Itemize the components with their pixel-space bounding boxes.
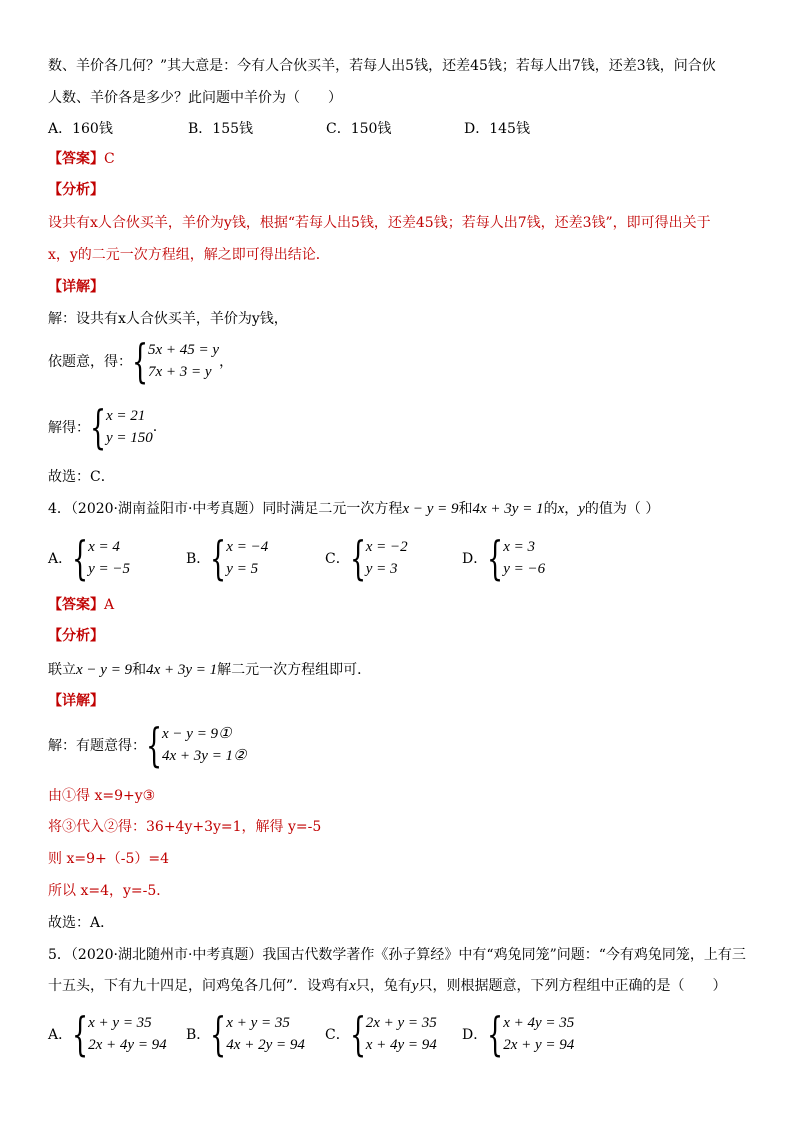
q3-detail-line-1: 解：设共有x人合伙买羊，羊价为y钱， (48, 311, 288, 327)
text-span: 4．（2020·湖南益阳市·中考真题）同时满足二元一次方程 (48, 501, 403, 517)
text-span: 只，则根据题意，下列方程组中正确的是（ ） (418, 978, 727, 994)
solve-suffix: . (152, 419, 158, 435)
math-span: 4x + 3y = 1 (472, 501, 544, 517)
equation (162, 723, 247, 745)
answer-tag: 【答案】 (48, 597, 104, 613)
equation: x = −4 (226, 539, 269, 555)
equation: x + y = 35 (226, 1015, 290, 1031)
q3-analysis-line-1 (48, 213, 711, 233)
brace-icon: { (72, 531, 89, 585)
text-span: 的 (543, 501, 558, 517)
brace-icon: { (210, 531, 227, 585)
q4-stem (48, 499, 659, 519)
text-span: x人合伙买羊，羊价为 (90, 215, 224, 231)
equation: x + y = 35 (88, 1015, 152, 1031)
q4-step-4: 所以 x=4，y=-5． (48, 883, 171, 899)
brace-icon: { (487, 531, 504, 585)
q4-option-c (325, 531, 408, 585)
equation: 5x + 45 = y (148, 342, 220, 358)
math-span: x (349, 978, 356, 994)
circled-one-marker: ① (218, 726, 232, 742)
q5-stem-line-1: 5．（2020·湖北随州市·中考真题）我国古代数学著作《孙子算经》中有“鸡兔同笼”问题：“今有鸡兔同笼，上有三 (48, 947, 746, 963)
equation: x = 4 (88, 539, 120, 555)
text-span: ， (564, 501, 579, 517)
equation: x = 3 (503, 539, 536, 555)
q3-option-d: D．145钱 (464, 121, 530, 137)
q4-option-b (186, 531, 269, 585)
circled-two-marker: ② (233, 748, 247, 764)
math-span: y (411, 978, 419, 994)
q5-option-c (325, 1007, 437, 1061)
equation-text: x − y = 9 (162, 726, 219, 742)
brace-icon: { (349, 531, 366, 585)
brace-icon: { (132, 334, 149, 388)
text-span: 和 (458, 501, 473, 517)
text-span: 只，兔有 (355, 978, 412, 994)
q4-analysis-line (48, 660, 371, 680)
q4-analysis-tag: 【分析】 (48, 628, 104, 644)
option-label: D． (462, 1027, 488, 1043)
text-span: 设共有 (48, 215, 90, 231)
q3-analysis-tag: 【分析】 (48, 182, 104, 198)
equation: x = 21 (106, 408, 146, 424)
q3-option-a: A．160钱 (48, 121, 113, 137)
option-label: A． (48, 551, 73, 567)
q4-step-3: 则 x=9+（-5）=4 (48, 851, 169, 867)
q3-conclusion: 故选：C． (48, 469, 115, 485)
q4-step-1: 由①得 x=9+y③ (48, 788, 156, 804)
equation (162, 745, 247, 767)
text-span: 解二元一次方程组即可． (217, 662, 372, 678)
option-label: D． (462, 551, 488, 567)
math-span: y (578, 501, 585, 517)
q4-option-a (48, 531, 131, 585)
q3-stem-line-2: 人数、羊价各是多少？此问题中羊价为（ ） (48, 90, 342, 106)
q3-answer (48, 149, 115, 169)
q3-option-b: B．155钱 (188, 121, 254, 137)
equation: y = 5 (226, 561, 259, 577)
brace-icon: { (487, 1007, 504, 1061)
answer-value: C (104, 151, 115, 167)
math-span: x − y = 9 (76, 662, 133, 678)
setup-prefix: 依题意，得： (48, 354, 132, 370)
text-span: 十五头，下有九十四足，问鸡兔各几何”．设鸡有 (48, 978, 350, 994)
answer-tag: 【答案】 (48, 151, 104, 167)
text-span: 和 (132, 662, 147, 678)
q4-detail-tag: 【详解】 (48, 693, 104, 709)
equation: 2x + 4y = 94 (88, 1037, 167, 1053)
setup-prefix: 解：有题意得： (48, 738, 146, 754)
q3-solution-system (48, 400, 158, 454)
text-span: 联立 (48, 662, 76, 678)
brace-icon: { (90, 400, 107, 454)
q4-option-d (462, 531, 546, 585)
text-span: 的值为（ ） (584, 501, 660, 517)
math-span: 4x + 3y = 1 (146, 662, 218, 678)
option-label: B． (186, 551, 211, 567)
equation: y = 3 (365, 561, 398, 577)
setup-suffix: ， (219, 354, 234, 370)
equation: x = −2 (365, 539, 408, 555)
q3-analysis-line-2: x，y的二元一次方程组，解之即可得出结论． (48, 247, 330, 263)
math-span: x (557, 501, 565, 517)
q3-equation-system (48, 334, 234, 388)
q4-step-2: 将③代入②得：36+4y+3y=1，解得 y=-5 (48, 819, 322, 835)
q4-answer (48, 595, 114, 615)
equation: 2x + y = 94 (503, 1037, 575, 1053)
equation-text: 4x + 3y = 1 (162, 748, 234, 764)
q5-option-b (186, 1007, 305, 1061)
brace-icon: { (210, 1007, 227, 1061)
q5-stem-line-2 (48, 976, 727, 996)
equation: y = −6 (503, 561, 546, 577)
equation: x + 4y = 94 (365, 1037, 437, 1053)
text-span: y钱，根据“若每人出5钱，还差45钱；若每人出7钱，还差3钱”，即可得出关于 (223, 215, 711, 231)
q3-stem-line-1: 数、羊价各几何？”其大意是：今有人合伙买羊，若每人出5钱，还差45钱；若每人出7钱，还差3钱，问合伙 (48, 58, 716, 74)
option-label: C． (325, 551, 350, 567)
option-label: A． (48, 1027, 73, 1043)
answer-value: A (104, 597, 115, 613)
q3-option-c: C．150钱 (326, 121, 392, 137)
option-label: C． (325, 1027, 350, 1043)
brace-icon: { (72, 1007, 89, 1061)
equation: 4x + 2y = 94 (226, 1037, 305, 1053)
solve-prefix: 解得： (48, 420, 90, 436)
option-label: B． (186, 1027, 211, 1043)
q4-equation-system (48, 718, 247, 772)
equation: y = −5 (88, 561, 131, 577)
q5-option-d (462, 1007, 575, 1061)
math-span: x − y = 9 (402, 501, 459, 517)
q3-detail-tag: 【详解】 (48, 279, 104, 295)
brace-icon: { (349, 1007, 366, 1061)
brace-icon: { (146, 718, 163, 772)
equation: y = 150 (106, 430, 153, 446)
equation: 2x + y = 35 (365, 1015, 437, 1031)
equation: x + 4y = 35 (503, 1015, 575, 1031)
q5-option-a (48, 1007, 167, 1061)
equation: 7x + 3 = y (148, 364, 212, 380)
q4-conclusion: 故选：A． (48, 915, 115, 931)
